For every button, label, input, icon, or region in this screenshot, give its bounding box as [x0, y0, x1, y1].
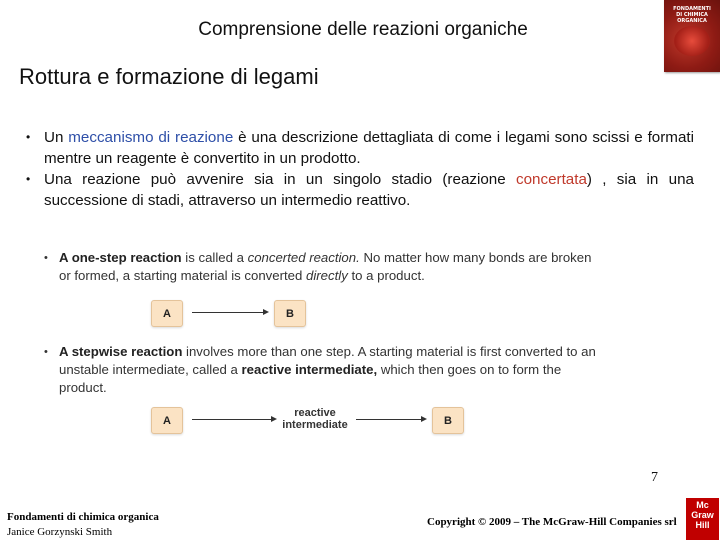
one-step-box-a: A	[151, 300, 183, 327]
stepwise-box-b: B	[432, 407, 464, 434]
book-cover-title: FONDAMENTI DI CHIMICA ORGANICA	[673, 6, 711, 24]
book-cover-image	[664, 0, 720, 72]
bullet-item-mechanism: • Un meccanismo di reazione è una descrizione dettagliata di come i legami sono scissi e formati mentre un reagente è convertito in un prodotto.	[26, 129, 694, 167]
one-step-box-b: B	[274, 300, 306, 327]
footer-book-info	[7, 510, 159, 540]
stepwise-arrow-2-head-icon	[421, 416, 427, 422]
one-step-arrow	[192, 312, 264, 313]
one-step-arrow-head-icon	[263, 309, 269, 315]
highlight-concerted-term: concertata	[516, 171, 587, 188]
bullet-item-concerted: • Una reazione può avvenire sia in un singolo stadio (reazione concertata) , sia in una successione di stadi, attraverso un intermedio reattivo.	[26, 171, 694, 209]
slide-header-title: Comprensione delle reazioni organiche	[198, 19, 528, 40]
footer-copyright: Copyright © 2009 – The McGraw-Hill Companies srl	[427, 516, 677, 528]
figure-stepwise-text: • A stepwise reaction involves more than one step. A starting material is first converted to an unstable intermediate, called a reactive intermediate, which then goes on to form the product.	[44, 344, 596, 395]
bullet-list	[26, 127, 694, 211]
figure-bullet-dot-icon: •	[44, 346, 48, 358]
figure-one-step-text: • A one-step reaction is called a concerted reaction. No matter how many bonds are broken or formed, a starting material is converted directly to a product.	[44, 250, 592, 283]
stepwise-arrow-2	[356, 419, 422, 420]
bullet-dot-icon: •	[26, 130, 31, 144]
footer-book-title: Fondamenti di chimica organica	[7, 511, 159, 523]
figure-bullet-dot-icon: •	[44, 252, 48, 264]
textbook-figure	[42, 245, 602, 445]
stepwise-arrow-1-head-icon	[271, 416, 277, 422]
section-title: Rottura e formazione di legami	[19, 64, 319, 89]
stepwise-arrow-1	[192, 419, 272, 420]
stepwise-box-a: A	[151, 407, 183, 434]
mcgraw-hill-logo: Mc Graw Hill	[686, 498, 719, 540]
footer-author: Janice Gorzynski Smith	[7, 526, 113, 538]
book-cover-flower-graphic	[674, 26, 710, 56]
highlight-mechanism-term: meccanismo di reazione	[68, 129, 234, 146]
page-number: 7	[651, 470, 658, 485]
reactive-intermediate-label: reactive intermediate	[282, 407, 348, 431]
bullet-dot-icon: •	[26, 172, 31, 186]
